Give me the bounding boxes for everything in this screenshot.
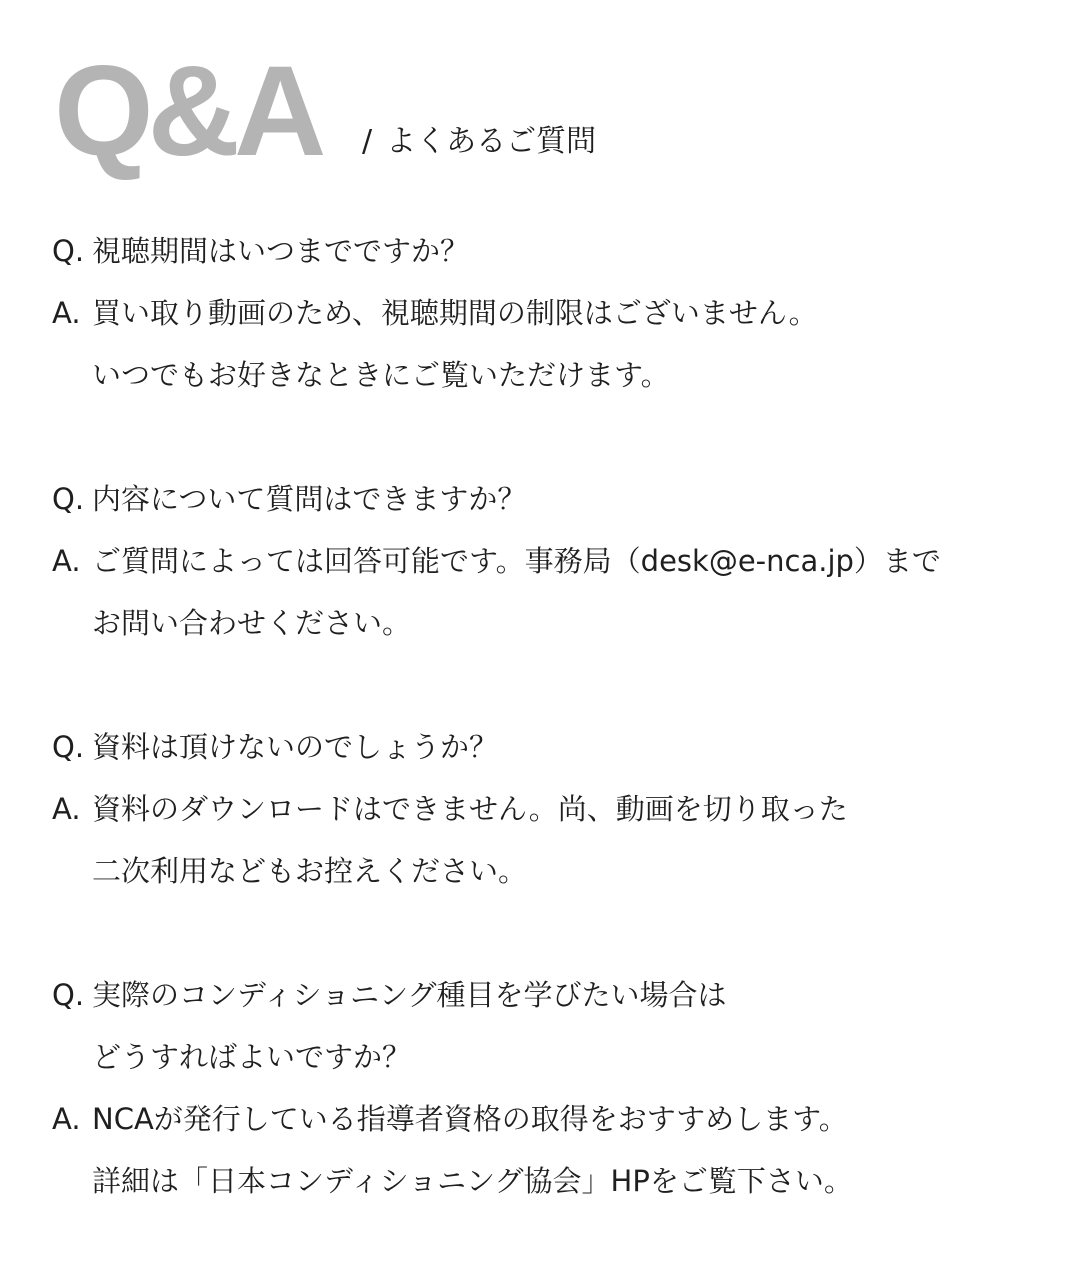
- answer-line: [52, 840, 1062, 902]
- question-line: [52, 220, 1062, 282]
- answer-prefix: A.: [52, 1102, 81, 1136]
- question-text: 資料は頂けないのでしょうか？: [92, 730, 499, 764]
- question-prefix: Q.: [52, 978, 85, 1012]
- answer-text: 詳細は「日本コンディショニング協会」HPをご覧下さい。: [92, 1164, 853, 1198]
- answer-text: お問い合わせください。: [92, 606, 412, 640]
- answer-text: NCAが発行している指導者資格の取得をおすすめします。: [92, 1102, 848, 1136]
- answer-line: [52, 344, 1062, 406]
- faq-list: [52, 220, 1062, 1274]
- answer-line: [52, 778, 1062, 840]
- answer-prefix: A.: [52, 544, 81, 578]
- question-line: [52, 716, 1062, 778]
- question-prefix: Q.: [52, 482, 85, 516]
- answer-prefix: A.: [52, 296, 81, 330]
- page-subtitle: [362, 122, 596, 162]
- answer-line: [52, 282, 1062, 344]
- subtitle-text: よくあるご質問: [386, 124, 597, 159]
- question-prefix: Q.: [52, 234, 85, 268]
- question-text: 視聴期間はいつまでですか？: [92, 234, 470, 268]
- answer-text: いつでもお好きなときにご覧いただけます。: [92, 358, 670, 392]
- faq-item: [52, 716, 1062, 902]
- question-line: [52, 468, 1062, 530]
- question-text: 内容について質問はできますか？: [92, 482, 527, 516]
- question-text: 実際のコンディショニング種目を学びたい場合は: [92, 978, 727, 1012]
- page-title: Q&A: [54, 40, 321, 183]
- question-prefix: Q.: [52, 730, 85, 764]
- answer-line: [52, 530, 1062, 592]
- faq-item: [52, 220, 1062, 406]
- question-line: [52, 1026, 1062, 1088]
- answer-line: [52, 1150, 1062, 1212]
- question-text: どうすればよいですか？: [92, 1040, 412, 1074]
- answer-text: 二次利用などもお控えください。: [92, 854, 528, 888]
- page-header: [54, 40, 954, 188]
- answer-prefix: A.: [52, 792, 81, 826]
- answer-text: 買い取り動画のため、視聴期間の制限はございません。: [92, 296, 818, 330]
- answer-text: ご質問によっては回答可能です。事務局（desk@e-nca.jp）まで: [92, 544, 941, 578]
- answer-text: 資料のダウンロードはできません。尚、動画を切り取った: [92, 792, 848, 826]
- answer-line: [52, 1088, 1062, 1150]
- answer-line: [52, 592, 1062, 654]
- question-line: [52, 964, 1062, 1026]
- faq-item: [52, 468, 1062, 654]
- faq-item: [52, 964, 1062, 1212]
- title-separator: /: [362, 124, 373, 159]
